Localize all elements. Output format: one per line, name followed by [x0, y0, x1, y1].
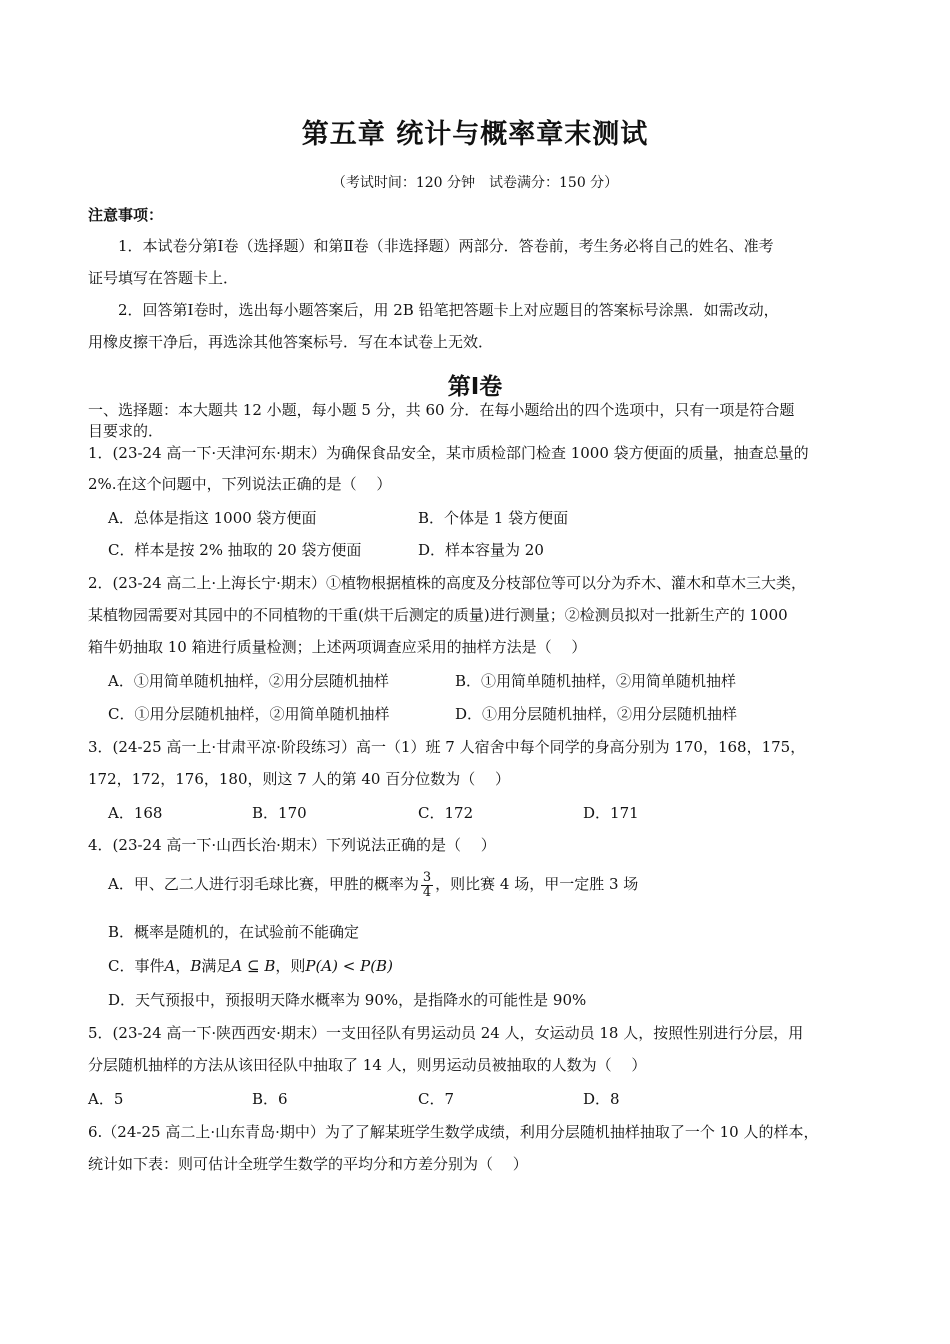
- question-5-option-d: D．8: [583, 1090, 620, 1108]
- question-1-line-1: 1．(23-24 高一下·天津河东·期末）为确保食品安全，某市质检部门检查 1000 袋方便面的质量，抽查总量的: [88, 444, 809, 462]
- question-1-option-a: A．总体是指这 1000 袋方便面: [108, 509, 317, 527]
- question-3-option-a: A．168: [108, 804, 163, 822]
- question-1-line-2: 2%.在这个问题中，下列说法正确的是（ ）: [88, 475, 392, 493]
- question-2-option-c: C．①用分层随机抽样，②用简单随机抽样: [108, 705, 390, 723]
- question-6-line-2: 统计如下表：则可估计全班学生数学的平均分和方差分别为（ ）: [88, 1155, 528, 1173]
- fraction-three-quarters: [421, 871, 433, 900]
- question-4-option-a: [108, 869, 638, 900]
- question-3-option-d: D．171: [583, 804, 639, 822]
- question-3-line-2: 172，172，176，180，则这 7 人的第 40 百分位数为（ ）: [88, 770, 510, 788]
- option-c-label: C．事件: [108, 957, 165, 975]
- event-b: B: [190, 957, 202, 975]
- notice-item-2-line-2: 用橡皮擦干净后，再选涂其他答案标号．写在本试卷上无效．: [88, 333, 494, 351]
- question-3-option-b: B．170: [252, 804, 307, 822]
- then-text: ，则: [275, 957, 306, 975]
- question-1-option-c: C．样本是按 2% 抽取的 20 袋方便面: [108, 541, 362, 559]
- question-2-line-2: 某植物园需要对其园中的不同植物的干重(烘干后测定的质量)进行测量；②检测员拟对一批新生产的 1000: [88, 606, 788, 624]
- event-a: A: [164, 957, 176, 975]
- question-2-line-1: 2．(23-24 高二上·上海长宁·期末）①植物根据植株的高度及分枝部位等可以分为乔木、灌木和草木三大类，: [88, 574, 806, 592]
- notice-item-1-line-2: 证号填写在答题卡上．: [88, 269, 239, 287]
- question-5-line-2: 分层随机抽样的方法从该田径队中抽取了 14 人，则男运动员被抽取的人数为（ ）: [88, 1056, 647, 1074]
- question-3-option-c: C．172: [418, 804, 474, 822]
- question-2-option-d: D．①用分层随机抽样，②用分层随机抽样: [455, 705, 738, 723]
- question-1-option-d: D．样本容量为 20: [418, 541, 544, 559]
- fraction-numerator: 3: [422, 869, 432, 885]
- question-5-option-b: B．6: [252, 1090, 288, 1108]
- question-4-line-1: 4．(23-24 高一下·山西长治·期末）下列说法正确的是（ ）: [88, 836, 496, 854]
- question-6-line-1: 6.（24-25 高二上·山东青岛·期中）为了了解某班学生数学成绩，利用分层随机抽样抽取了一个 10 人的样本，: [88, 1123, 819, 1141]
- question-3-line-1: 3．(24-25 高一上·甘肃平凉·阶段练习）高一（1）班 7 人宿舍中每个同学的身高分别为 170，168，175，: [88, 738, 806, 756]
- question-1-option-b: B．个体是 1 袋方便面: [418, 509, 569, 527]
- question-4-option-a-text-end: ，则比赛 4 场，甲一定胜 3 场: [435, 875, 639, 893]
- comma: ，: [175, 957, 191, 975]
- question-2-line-3: 箱牛奶抽取 10 箱进行质量检测；上述两项调查应采用的抽样方法是（ ）: [88, 638, 587, 656]
- question-5-option-a: A．5: [88, 1090, 124, 1108]
- question-2-option-b: B．①用简单随机抽样，②用简单随机抽样: [455, 672, 737, 690]
- section-instructions-line-1: 一、选择题：本大题共 12 小题，每小题 5 分，共 60 分．在每小题给出的四个选项中，只有一项是符合题: [88, 401, 795, 419]
- section-title: 第Ⅰ卷: [447, 374, 503, 400]
- subset-relation: A ⊆ B: [231, 957, 276, 975]
- question-4-option-a-text: A．甲、乙二人进行羽毛球比赛，甲胜的概率为: [108, 875, 419, 893]
- notice-item-1-line-1: 1．本试卷分第Ⅰ卷（选择题）和第Ⅱ卷（非选择题）两部分．答卷前，考生务必将自己的姓名、准考: [118, 237, 774, 255]
- section-instructions-line-2: 目要求的．: [88, 422, 164, 440]
- notice-item-2-line-1: 2．回答第Ⅰ卷时，选出每小题答案后，用 2B 铅笔把答题卡上对应题目的答案标号涂黑．如需改动，: [118, 301, 779, 319]
- satisfies-text: 满足: [201, 957, 232, 975]
- question-4-option-b: B．概率是随机的，在试验前不能确定: [108, 923, 360, 941]
- question-5-line-1: 5．(23-24 高一下·陕西西安·期末）一支田径队有男运动员 24 人，女运动员 18 人，按照性别进行分层，用: [88, 1024, 804, 1042]
- notice-heading: 注意事项：: [88, 206, 164, 224]
- exam-info: （考试时间：120 分钟 试卷满分：150 分）: [331, 175, 619, 191]
- probability-inequality: P(A) < P(B): [305, 957, 393, 975]
- question-2-option-a: A．①用简单随机抽样，②用分层随机抽样: [108, 672, 389, 690]
- question-4-option-d: D．天气预报中，预报明天降水概率为 90%，是指降水的可能性是 90%: [108, 991, 587, 1009]
- page-title: 第五章 统计与概率章末测试: [301, 119, 649, 150]
- question-4-option-c: [108, 956, 393, 976]
- question-5-option-c: C．7: [418, 1090, 455, 1108]
- fraction-denominator: 4: [422, 884, 432, 900]
